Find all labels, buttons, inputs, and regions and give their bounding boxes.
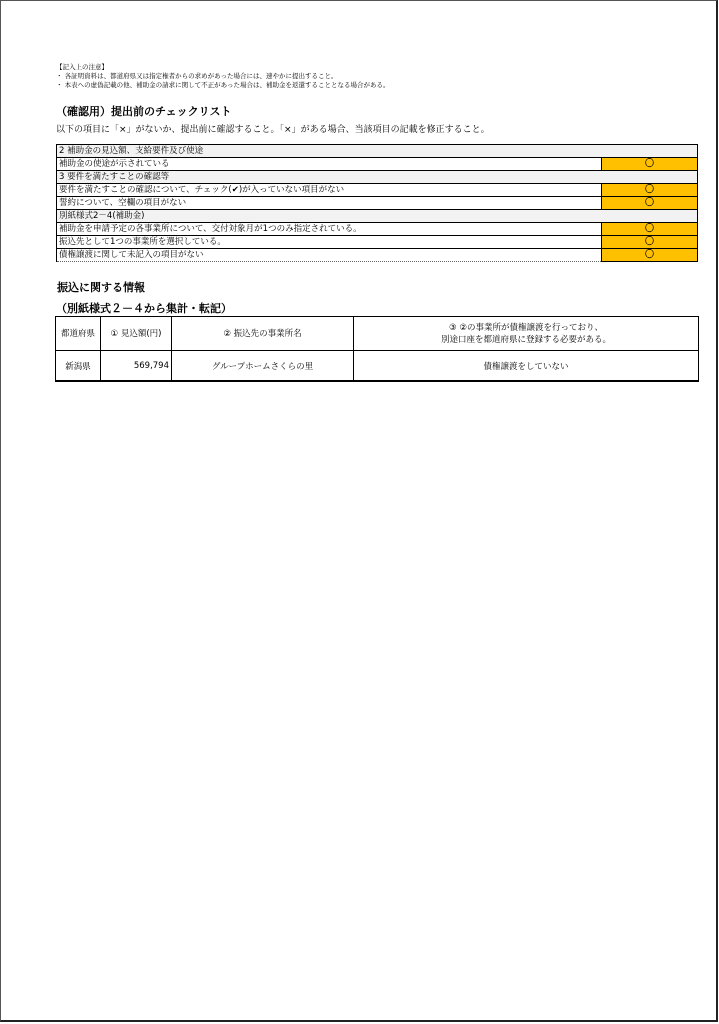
note-line: ・ 本表への虚偽記載の他、補助金の請求に関して不正があった場合は、補助金を返還することとなる場合がある。: [56, 81, 390, 89]
checklist-section-row: [57, 145, 698, 158]
section-label: 3 要件を満たすことの確認等: [57, 171, 698, 184]
transfer-header-row: [56, 317, 699, 351]
section-label: 2 補助金の見込額、支給要件及び使途: [57, 145, 698, 158]
assignment-header-line: ③ ②の事業所が債権譲渡を行っており、: [449, 322, 603, 333]
checklist-item-row: [57, 236, 698, 249]
check-mark: 〇: [602, 158, 698, 171]
assignment-header: [354, 317, 699, 351]
check-mark: 〇: [602, 197, 698, 210]
prefecture-cell: 新潟県: [56, 351, 101, 382]
checklist-section-row: [57, 171, 698, 184]
check-mark: 〇: [602, 184, 698, 197]
checklist-item-row: [57, 197, 698, 210]
item-label: 要件を満たすことの確認について、チェック(✔)が入っていない項目がない: [57, 184, 602, 197]
office-cell: グループホームさくらの里: [172, 351, 354, 382]
checklist-title: （確認用）提出前のチェックリスト: [56, 105, 232, 118]
transfer-info-subtitle: （別紙様式２－４から集計・転記）: [56, 302, 232, 315]
amount-header: ① 見込額(円): [101, 317, 172, 351]
section-label: 別紙様式2－4(補助金): [57, 210, 698, 223]
note-line: ・ 各証明資料は、都道府県又は指定権者からの求めがあった場合には、速やかに提出すること。: [56, 72, 338, 80]
item-label: 振込先として1つの事業所を選択している。: [57, 236, 602, 249]
check-mark: 〇: [602, 249, 698, 262]
item-label: 補助金を申請予定の各事業所について、交付対象月が1つのみ指定されている。: [57, 223, 602, 236]
transfer-data-row: [56, 351, 699, 382]
item-label: 誓約について、空欄の項目がない: [57, 197, 602, 210]
assignment-cell: 債権譲渡をしていない: [354, 351, 699, 382]
entry-notes: [56, 63, 390, 90]
checklist-item-row: [57, 249, 698, 262]
checklist-item-row: [57, 223, 698, 236]
check-mark: 〇: [602, 236, 698, 249]
assignment-header-line: 別途口座を都道府県に登録する必要がある。: [440, 334, 611, 345]
checklist-section-row: [57, 210, 698, 223]
amount-cell: 569,794: [101, 351, 172, 382]
checklist-item-row: [57, 158, 698, 171]
check-mark: 〇: [602, 223, 698, 236]
prefecture-header: 都道府県: [56, 317, 101, 351]
notes-heading: 【記入上の注意】: [56, 63, 108, 71]
item-label: 債権譲渡に関して未記入の項目がない: [57, 249, 602, 262]
transfer-info-title: 振込に関する情報: [57, 281, 145, 294]
office-header: ② 振込先の事業所名: [172, 317, 354, 351]
item-label: 補助金の使途が示されている: [57, 158, 602, 171]
checklist-item-row: [57, 184, 698, 197]
checklist-description: 以下の項目に「×」がないか、提出前に確認すること。「×」がある場合、当該項目の記載を修正すること。: [56, 125, 490, 135]
checklist-table: [56, 144, 698, 262]
transfer-info-table: [55, 316, 699, 382]
